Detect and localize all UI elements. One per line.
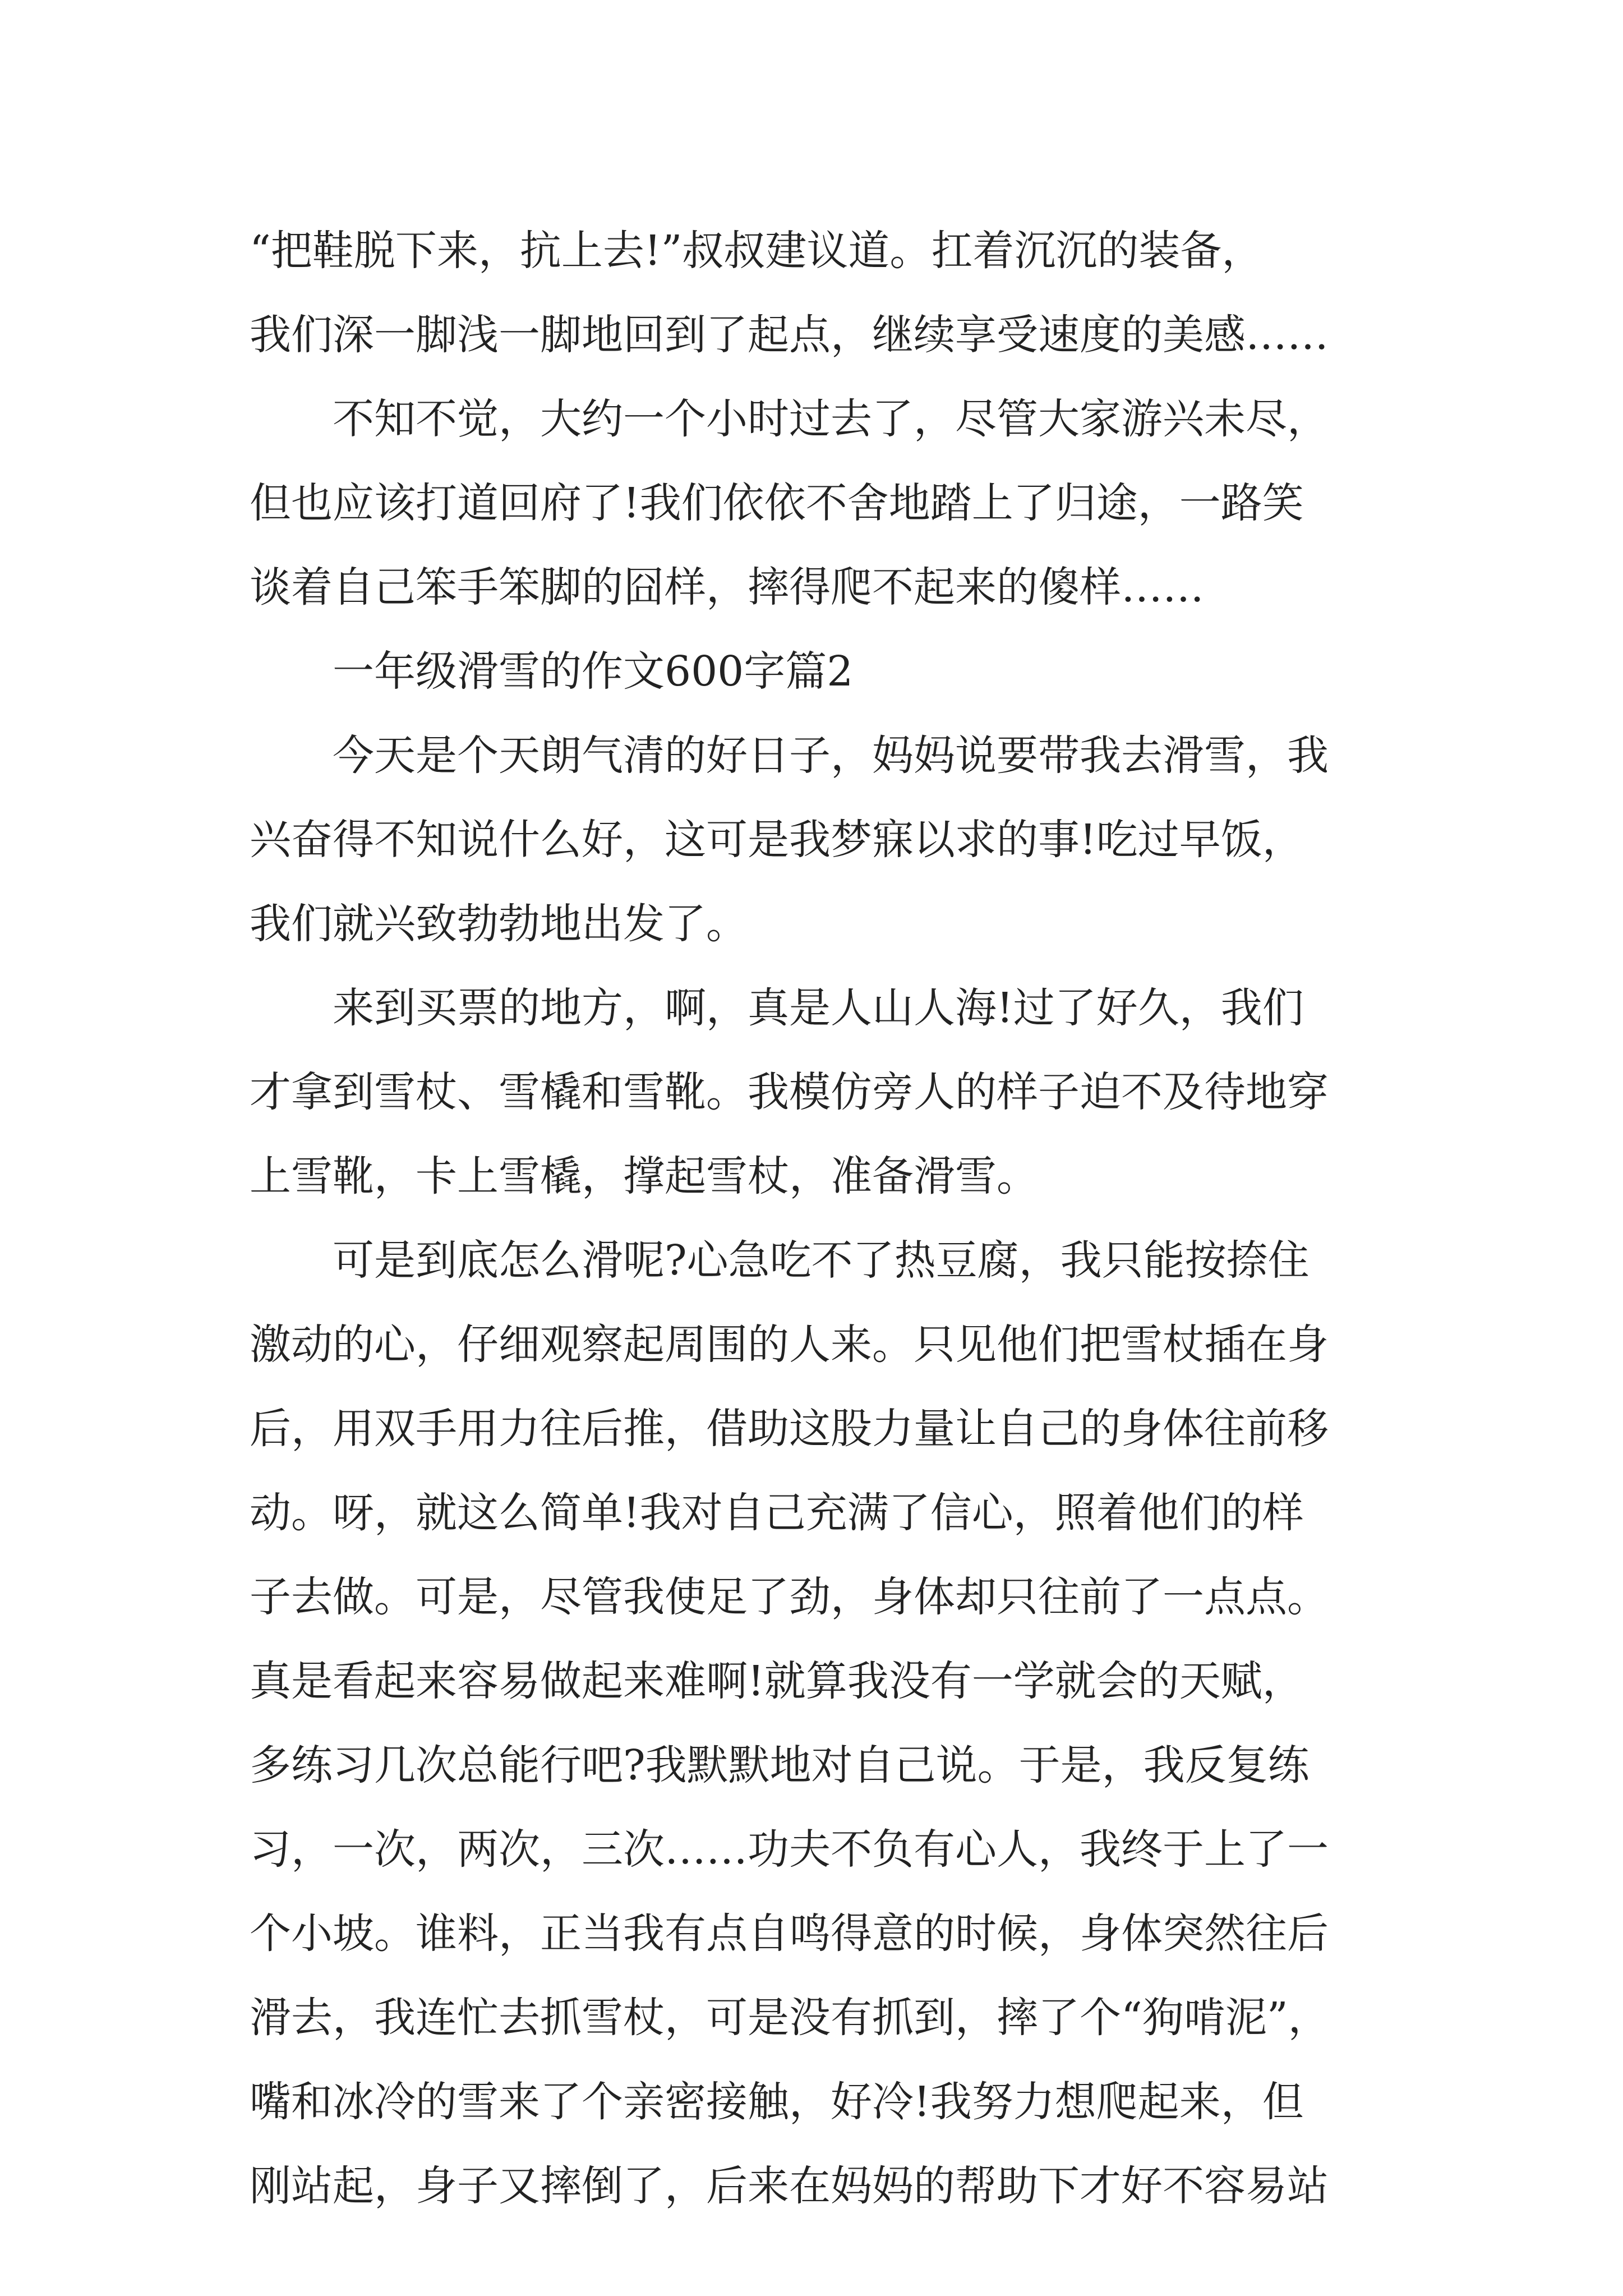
text-line: 兴奋得不知说什么好，这可是我梦寐以求的事!吃过早饭， bbox=[250, 816, 1304, 864]
text-line: 后，用双手用力往后推，借助这股力量让自己的身体往前移 bbox=[250, 1405, 1329, 1453]
text-line: 个小坡。谁料，正当我有点自鸣得意的时候，身体突然往后 bbox=[250, 1910, 1329, 1958]
text-line: 动。呀，就这么简单!我对自己充满了信心，照着他们的样 bbox=[250, 1489, 1304, 1537]
text-line: 真是看起来容易做起来难啊!就算我没有一学就会的天赋， bbox=[250, 1657, 1304, 1705]
text-line: 今天是个天朗气清的好日子，妈妈说要带我去滑雪，我 bbox=[333, 731, 1329, 780]
text-line: 我们深一脚浅一脚地回到了起点，继续享受速度的美感…… bbox=[250, 311, 1329, 359]
text-line: 刚站起，身子又摔倒了，后来在妈妈的帮助下才好不容易站 bbox=[250, 2162, 1329, 2210]
text-line: 激动的心，仔细观察起周围的人来。只见他们把雪杖插在身 bbox=[250, 1320, 1329, 1369]
text-line: 上雪靴，卡上雪橇，撑起雪杖，准备滑雪。 bbox=[250, 1152, 1038, 1200]
text-line: 我们就兴致勃勃地出发了。 bbox=[250, 900, 748, 948]
text-line: 不知不觉，大约一个小时过去了，尽管大家游兴未尽， bbox=[333, 395, 1329, 443]
text-line: “把鞋脱下来，抗上去!”叔叔建议道。扛着沉沉的装备， bbox=[250, 227, 1264, 275]
section-heading: 一年级滑雪的作文600字篇2 bbox=[333, 647, 854, 696]
text-line: 多练习几次总能行吧?我默默地对自己说。于是，我反复练 bbox=[250, 1741, 1310, 1789]
body-text bbox=[250, 209, 1410, 2228]
text-line: 但也应该打道回府了!我们依依不舍地踏上了归途，一路笑 bbox=[250, 479, 1304, 527]
text-line: 滑去，我连忙去抓雪杖，可是没有抓到，摔了个“狗啃泥”， bbox=[250, 1994, 1330, 2042]
text-line: 可是到底怎么滑呢?心急吃不了热豆腐，我只能按捺住 bbox=[333, 1236, 1310, 1285]
text-line: 嘴和冰冷的雪来了个亲密接触，好冷!我努力想爬起来，但 bbox=[250, 2078, 1304, 2126]
text-line: 谈着自己笨手笨脚的囧样，摔得爬不起来的傻样…… bbox=[250, 563, 1204, 611]
text-line: 子去做。可是，尽管我使足了劲，身体却只往前了一点点。 bbox=[250, 1573, 1329, 1621]
text-line: 来到买票的地方，啊，真是人山人海!过了好久，我们 bbox=[333, 984, 1304, 1032]
text-line: 才拿到雪杖、雪橇和雪靴。我模仿旁人的样子迫不及待地穿 bbox=[250, 1068, 1329, 1116]
text-line: 习，一次，两次，三次……功夫不负有心人，我终于上了一 bbox=[250, 1825, 1329, 1874]
